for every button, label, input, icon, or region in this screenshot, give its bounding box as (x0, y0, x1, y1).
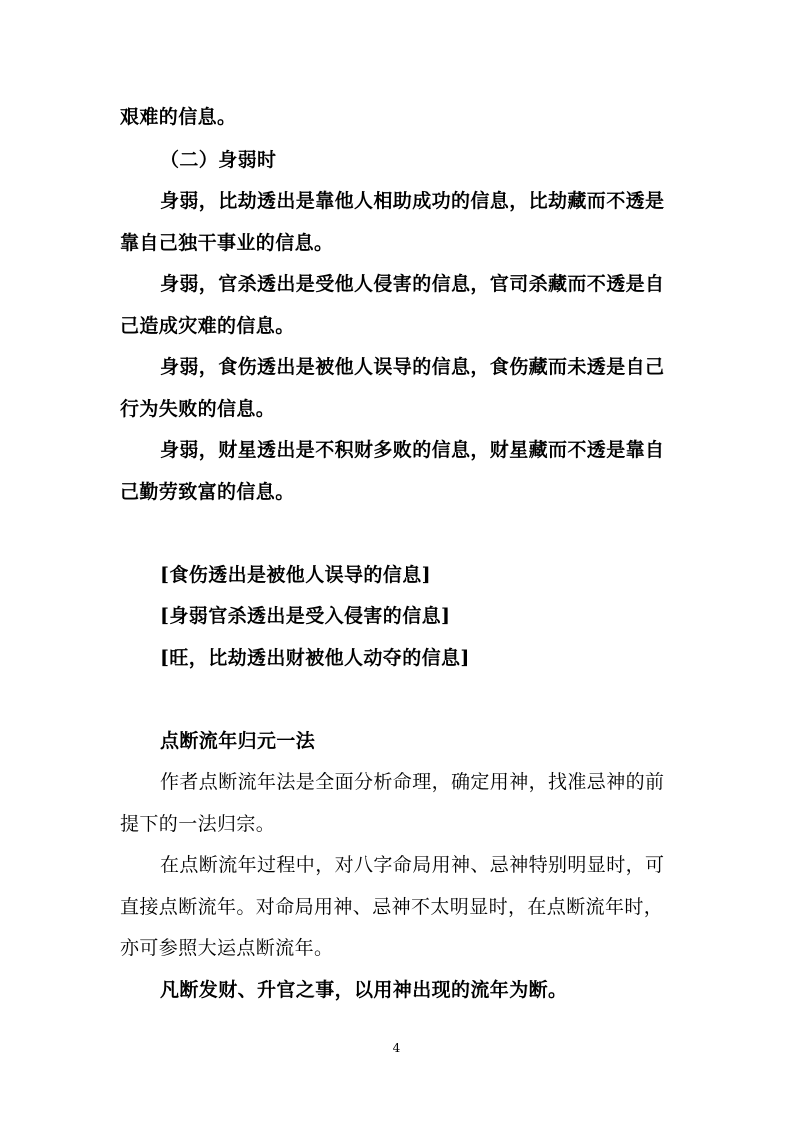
text-line: 在点断流年过程中，对八字命局用神、忌神特别明显时，可 (160, 854, 665, 876)
section-heading: （二）身弱时 (160, 149, 277, 171)
bracket-note: [身弱官杀透出是受入侵害的信息] (160, 605, 451, 627)
text-line: 身弱，比劫透出是靠他人相助成功的信息，比劫藏而不透是 (160, 190, 665, 212)
text-line: 身弱，食伤透出是被他人误导的信息，食伤藏而未透是自己 (160, 356, 665, 378)
text-line: 行为失败的信息。 (120, 398, 276, 420)
text-line: 亦可参照大运点断流年。 (120, 937, 334, 959)
text-line: 己勤劳致富的信息。 (120, 481, 295, 503)
text-line: 艰难的信息。 (120, 106, 237, 128)
section-heading: 点断流年归元一法 (160, 730, 316, 752)
text-line: 提下的一法归宗。 (120, 813, 276, 835)
text-line: 凡断发财、升官之事，以用神出现的流年为断。 (160, 979, 568, 1001)
text-line: 己造成灾难的信息。 (120, 315, 295, 337)
bracket-note: [旺，比劫透出财被他人动夺的信息] (160, 647, 470, 669)
bracket-note: [食伤透出是被他人误导的信息] (160, 564, 431, 586)
page-number: 4 (392, 1041, 401, 1055)
text-line: 作者点断流年法是全面分析命理，确定用神，找准忌神的前 (160, 771, 665, 793)
text-line: 身弱，财星透出是不积财多败的信息，财星藏而不透是靠自 (160, 439, 665, 461)
text-line: 靠自己独干事业的信息。 (120, 232, 334, 254)
text-line: 直接点断流年。对命局用神、忌神不太明显时，在点断流年时， (120, 896, 664, 918)
text-line: 身弱，官杀透出是受他人侵害的信息，官司杀藏而不透是自 (160, 273, 665, 295)
